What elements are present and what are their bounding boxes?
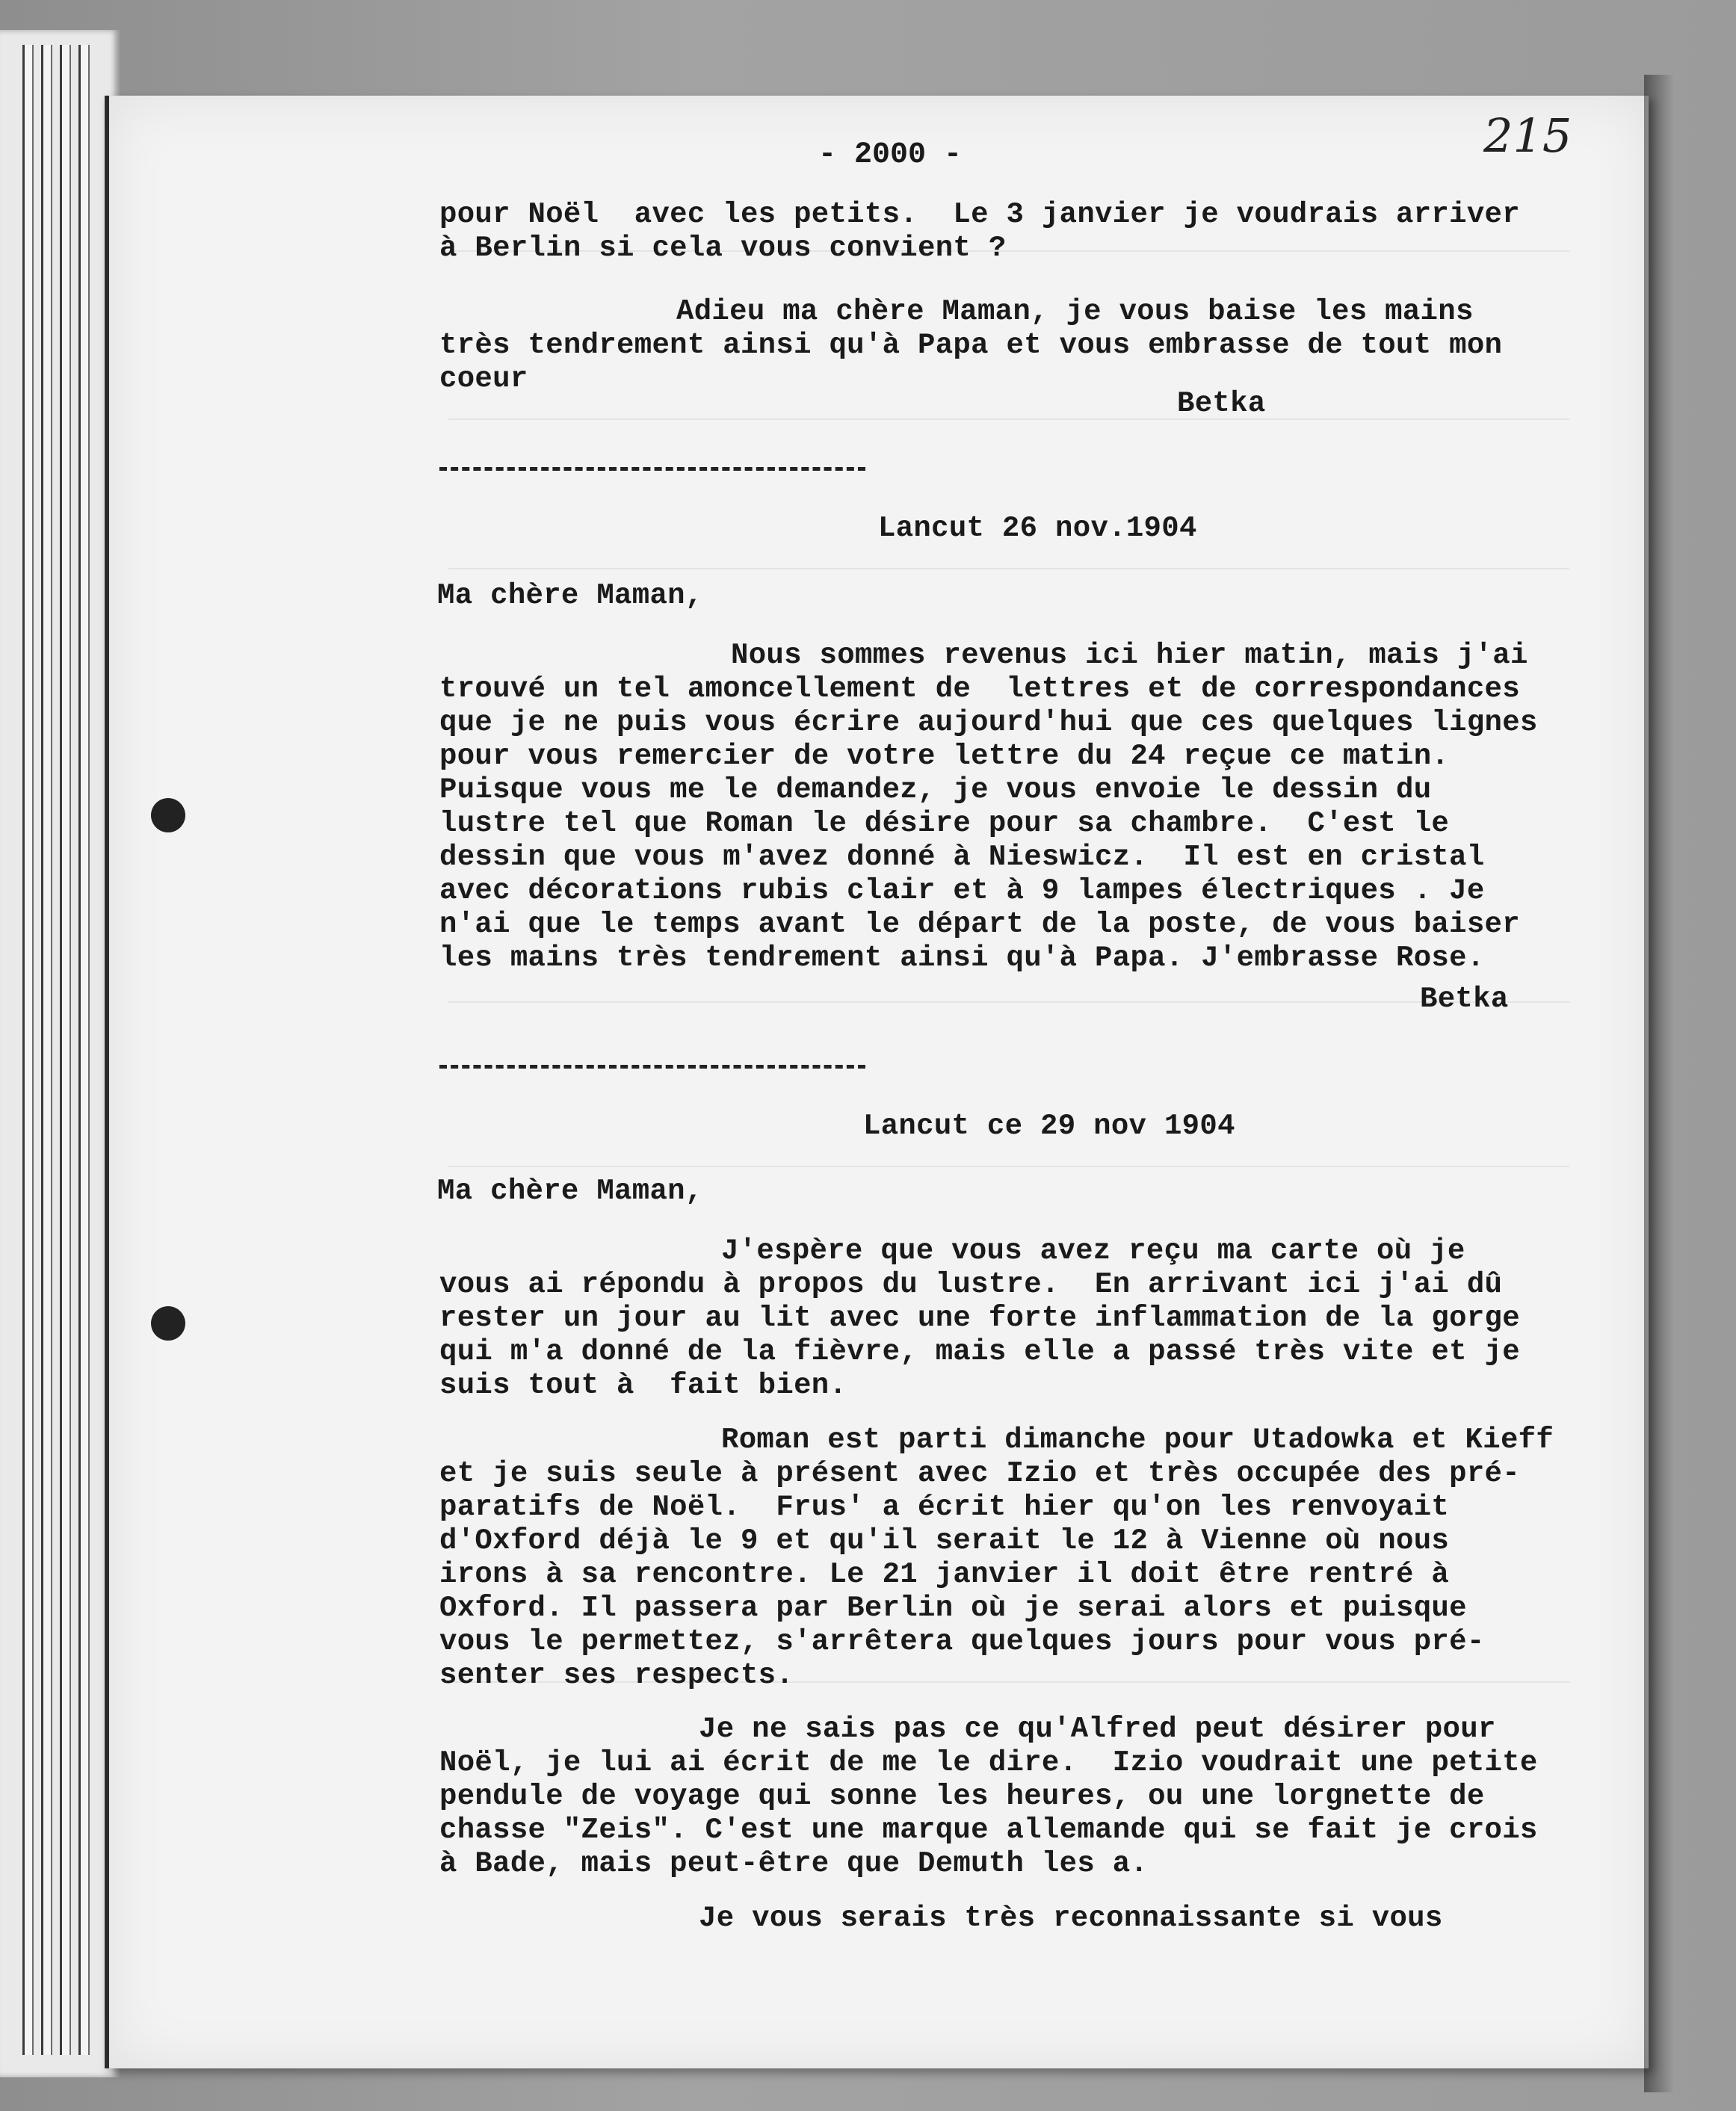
letter2-line: n'ai que le temps avant le départ de la poste, de vous baiser [439, 908, 1520, 941]
letter2-line: les mains très tendrement ainsi qu'à Papa. J'embrasse Rose. [439, 942, 1485, 974]
letter3-date: Lancut ce 29 nov 1904 [863, 1110, 1235, 1143]
letter3-line: vous le permettez, s'arrêtera quelques jours pour vous pré- [439, 1625, 1485, 1658]
letter3-line: chasse "Zeis". C'est une marque allemande qui se fait je crois [439, 1814, 1538, 1846]
letter2-line: dessin que vous m'avez donné à Nieswicz. Il est en cristal [439, 841, 1485, 874]
letter2-line: pour vous remercier de votre lettre du 24 reçue ce matin. [439, 740, 1450, 773]
page-stack-edge [22, 45, 34, 2055]
letter3-line: Je vous serais très reconnaissante si vous [699, 1902, 1443, 1935]
letter1-line: à Berlin si cela vous convient ? [439, 232, 1007, 265]
letter3-line: qui m'a donné de la fièvre, mais elle a passé très vite et je [439, 1335, 1520, 1368]
letter3-line: et je suis seule à présent avec Izio et très occupée des pré- [439, 1457, 1520, 1490]
letter3-line: rester un jour au lit avec une forte inflammation de la gorge [439, 1302, 1520, 1335]
letter2-line: trouvé un tel amoncellement de lettres et de correspondances [439, 673, 1520, 705]
letter3-salutation: Ma chère Maman, [437, 1175, 703, 1208]
letter2-line: lustre tel que Roman le désire pour sa chambre. C'est le [439, 807, 1450, 840]
letter3-line: irons à sa rencontre. Le 21 janvier il doit être rentré à [439, 1558, 1450, 1591]
punch-hole [151, 1306, 185, 1341]
letter3-line: Je ne sais pas ce qu'Alfred peut désirer pour [699, 1713, 1496, 1746]
separator-rule [439, 467, 865, 471]
page-header-number: - 2000 - [818, 138, 963, 172]
page-stack-edge [41, 45, 52, 2055]
bleed-through [448, 1001, 1569, 1003]
folio-number: 215 [1483, 108, 1572, 163]
letter3-line: senter ses respects. [439, 1659, 794, 1692]
letter3-line: à Bade, mais peut-être que Demuth les a. [439, 1847, 1149, 1880]
letter1-line: très tendrement ainsi qu'à Papa et vous embrasse de tout mon [439, 329, 1503, 362]
bleed-through [448, 1166, 1569, 1167]
letter2-date: Lancut 26 nov.1904 [878, 512, 1197, 545]
letter1-signature: Betka [1177, 387, 1266, 420]
separator-rule [439, 1065, 865, 1069]
letter3-line: J'espère que vous avez reçu ma carte où je [721, 1234, 1465, 1267]
letter3-line: Oxford. Il passera par Berlin où je serai alors et puisque [439, 1592, 1467, 1625]
letter2-line: Puisque vous me le demandez, je vous envoie le dessin du [439, 773, 1432, 806]
letter2-line: avec décorations rubis clair et à 9 lampes électriques . Je [439, 874, 1485, 907]
letter3-line: Noël, je lui ai écrit de me le dire. Izio voudrait une petite [439, 1746, 1538, 1779]
letter3-line: pendule de voyage qui sonne les heures, ou une lorgnette de [439, 1780, 1485, 1813]
letter1-line: pour Noël avec les petits. Le 3 janvier je voudrais arriver [439, 198, 1520, 231]
page-stack-edge [60, 45, 71, 2055]
page-stack-edge [78, 45, 90, 2055]
letter3-line: paratifs de Noël. Frus' a écrit hier qu'on les renvoyait [439, 1491, 1450, 1524]
letter2-line: que je ne puis vous écrire aujourd'hui que ces quelques lignes [439, 706, 1538, 739]
letter3-line: d'Oxford déjà le 9 et qu'il serait le 12 à Vienne où nous [439, 1524, 1450, 1557]
letter1-line: Adieu ma chère Maman, je vous baise les mains [676, 295, 1474, 328]
letter3-line: vous ai répondu à propos du lustre. En arrivant ici j'ai dû [439, 1268, 1503, 1301]
letter1-line: coeur [439, 362, 528, 395]
bleed-through [448, 418, 1569, 420]
letter3-line: Roman est parti dimanche pour Utadowka et Kieff [721, 1424, 1554, 1456]
letter2-salutation: Ma chère Maman, [437, 579, 703, 612]
bleed-through [448, 568, 1569, 569]
letter2-line: Nous sommes revenus ici hier matin, mais j'ai [731, 639, 1528, 672]
page-shadow [1644, 75, 1674, 2092]
punch-hole [151, 798, 185, 832]
letter3-line: suis tout à fait bien. [439, 1369, 847, 1402]
letter2-signature: Betka [1420, 983, 1509, 1016]
